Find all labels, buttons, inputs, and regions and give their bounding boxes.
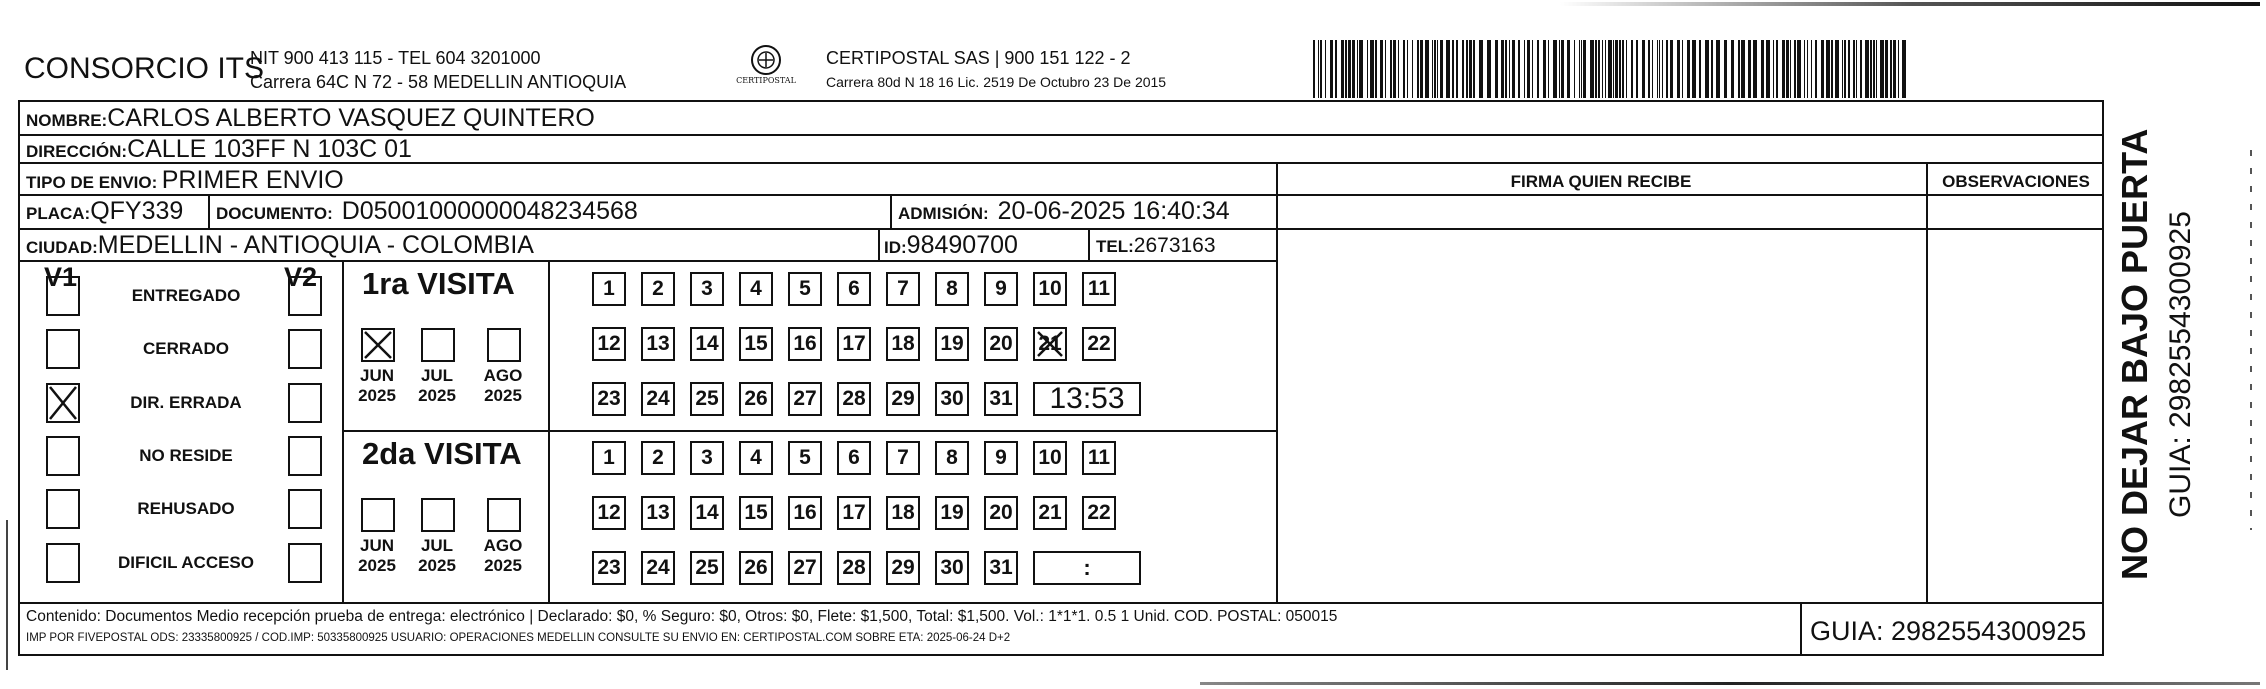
barcode-bar xyxy=(1574,40,1575,98)
footer-guia: GUIA: 2982554300925 xyxy=(1810,616,2087,646)
status-label: DIR. ERRADA xyxy=(130,393,242,412)
scan-edge-right xyxy=(2250,150,2252,530)
barcode-bar xyxy=(1390,40,1392,98)
city-value: MEDELLIN - ANTIOQUIA - COLOMBIA xyxy=(97,231,534,259)
barcode-bar xyxy=(1370,40,1374,98)
barcode-bar xyxy=(1870,40,1872,98)
logo-text: CERTIPOSTAL xyxy=(736,76,796,85)
visit1-day-26[interactable]: 26 xyxy=(739,382,773,416)
barcode-bar xyxy=(1608,40,1612,98)
day-number: 21 xyxy=(1038,332,1062,355)
visit1-day-31[interactable]: 31 xyxy=(984,382,1018,416)
observations-label: OBSERVACIONES xyxy=(1942,172,2090,191)
visit1-day-7[interactable]: 7 xyxy=(886,272,920,306)
barcode-bar xyxy=(1505,40,1507,98)
barcode-bar xyxy=(1313,40,1315,98)
barcode-bar xyxy=(1367,40,1368,98)
visit2-title: 2da VISITA xyxy=(362,436,522,471)
scan-edge-left xyxy=(6,520,8,670)
admission-value: 20-06-2025 16:40:34 xyxy=(997,197,1230,225)
side-guia: GUIA: 2982554300925 xyxy=(2164,211,2197,518)
barcode-bar xyxy=(1440,40,1443,98)
barcode-bar xyxy=(1622,40,1624,98)
barcode-bar xyxy=(1341,40,1344,98)
under-headers-line xyxy=(1278,228,2104,230)
barcode-bar xyxy=(1626,40,1627,98)
signature-area[interactable] xyxy=(1280,232,1924,600)
visit2-day-6[interactable]: 6 xyxy=(837,441,871,475)
visit2-day-18[interactable]: 18 xyxy=(886,496,920,530)
barcode-bar xyxy=(1537,40,1539,98)
visit2-year-label: 2025 xyxy=(358,556,396,575)
barcode-bar xyxy=(1716,40,1720,98)
visit2-day-29[interactable]: 29 xyxy=(886,551,920,585)
barcode-bar xyxy=(1581,40,1582,98)
barcode-bar xyxy=(1860,40,1862,98)
visit2-day-17[interactable]: 17 xyxy=(837,496,871,530)
barcode-bar xyxy=(1553,40,1557,98)
v1-checkbox-3[interactable] xyxy=(46,436,80,476)
barcode-bar xyxy=(1826,40,1830,98)
v2-checkbox-4[interactable] xyxy=(288,489,322,529)
barcode-bar xyxy=(1495,40,1498,98)
barcode-bar xyxy=(1876,40,1877,98)
barcode-bar xyxy=(1543,40,1546,98)
barcode-bar xyxy=(1437,40,1438,98)
visit1-day-4[interactable]: 4 xyxy=(739,272,773,306)
barcode-bar xyxy=(1766,40,1770,98)
visit1-month-box-2[interactable] xyxy=(487,328,521,362)
barcode-bar xyxy=(1687,40,1690,98)
barcode-bar xyxy=(1773,40,1774,98)
id-value: 98490700 xyxy=(906,231,1018,259)
address-label: DIRECCIÓN: xyxy=(26,142,128,161)
visit1-month-box-0[interactable] xyxy=(361,328,395,362)
barcode-bar xyxy=(1501,40,1504,98)
visit1-year-label: 2025 xyxy=(484,386,522,405)
visit2-year-label: 2025 xyxy=(418,556,456,575)
plate-label: PLACA: xyxy=(26,204,91,223)
barcode-bar xyxy=(1790,40,1791,98)
certipostal-nit: CERTIPOSTAL SAS | 900 151 122 - 2 xyxy=(826,48,1131,68)
barcode-bar xyxy=(1657,40,1658,98)
barcode-bar xyxy=(1786,40,1789,98)
footer-imp: IMP POR FIVEPOSTAL ODS: 23335800925 / COD.IMP: 50335800925 USUARIO: OPERACIONES MEDELLIN CONSULTE SU ENVIO EN: CERTIPOSTAL.COM SOBRE ETA: 2025-06-24 D+2 xyxy=(26,632,1011,644)
visit2-day-9[interactable]: 9 xyxy=(984,441,1018,475)
admission-label: ADMISIÓN: xyxy=(898,204,989,223)
barcode-bar xyxy=(1466,40,1468,98)
barcode-bar xyxy=(1532,40,1533,98)
scan-edge-bottom xyxy=(1200,682,2260,685)
visit2-month-box-0[interactable] xyxy=(361,498,395,532)
barcode-bar xyxy=(1741,40,1745,98)
barcode-bar xyxy=(1705,40,1709,98)
visit1-day-1[interactable]: 1 xyxy=(592,272,626,306)
visit2-day-14[interactable]: 14 xyxy=(690,496,724,530)
barcode-bar xyxy=(1842,40,1843,98)
observations-area[interactable] xyxy=(1930,232,2102,600)
barcode-bar xyxy=(1807,40,1808,98)
barcode-bar xyxy=(1797,40,1801,98)
visit1-month-box-1[interactable] xyxy=(421,328,455,362)
barcode-bar xyxy=(1357,40,1358,98)
barcode-bar xyxy=(1856,40,1857,98)
barcode-bar xyxy=(1615,40,1618,98)
barcode-bar xyxy=(1325,40,1326,98)
v2-checkbox-0[interactable] xyxy=(288,276,322,316)
barcode-bar xyxy=(1666,40,1668,98)
city-label: CIUDAD: xyxy=(26,238,98,257)
visit1-day-21[interactable] xyxy=(1033,327,1067,361)
plate-value: QFY339 xyxy=(90,197,184,225)
visit2-day-25[interactable]: 25 xyxy=(690,551,724,585)
barcode-bar xyxy=(1848,40,1850,98)
status-label: CERRADO xyxy=(143,339,229,358)
barcode-bar xyxy=(1456,40,1458,98)
barcode-bar xyxy=(1512,40,1515,98)
name-label: NOMBRE: xyxy=(26,111,108,130)
barcode-bar xyxy=(1804,40,1805,98)
visit1-day-5[interactable]: 5 xyxy=(788,272,822,306)
visit2-day-23[interactable]: 23 xyxy=(592,551,626,585)
barcode-bar xyxy=(1831,40,1833,98)
visit1-day-16[interactable]: 16 xyxy=(788,327,822,361)
visit2-day-24[interactable]: 24 xyxy=(641,551,675,585)
plate-row xyxy=(26,197,183,226)
barcode-bar xyxy=(1748,40,1751,98)
type-label: TIPO DE ENVIO: xyxy=(26,173,158,192)
visit1-day-10[interactable]: 10 xyxy=(1033,272,1067,306)
visit1-day-14[interactable]: 14 xyxy=(690,327,724,361)
barcode-bar xyxy=(1761,40,1764,98)
visit1-day-2[interactable]: 2 xyxy=(641,272,675,306)
barcode-bar xyxy=(1682,40,1683,98)
barcode-bar xyxy=(1659,40,1660,98)
barcode-bar xyxy=(1403,40,1405,98)
barcode-bar xyxy=(1425,40,1429,98)
visit2-time-box[interactable]: : xyxy=(1033,551,1141,585)
visit1-day-20[interactable]: 20 xyxy=(984,327,1018,361)
visit2-day-12[interactable]: 12 xyxy=(592,496,626,530)
company-name: CONSORCIO ITS xyxy=(24,52,265,85)
visit1-day-24[interactable]: 24 xyxy=(641,382,675,416)
barcode-bar xyxy=(1412,40,1413,98)
barcode-bar xyxy=(1434,40,1436,98)
barcode-bar xyxy=(1692,40,1696,98)
v2-checkbox-2[interactable] xyxy=(288,383,322,423)
visit2-day-11[interactable]: 11 xyxy=(1082,441,1116,475)
visit2-month-label: AGO xyxy=(483,536,523,555)
company-nit: NIT 900 413 115 - TEL 604 3201000 xyxy=(250,48,541,68)
barcode-bar xyxy=(1753,40,1757,98)
visit1-day-25[interactable]: 25 xyxy=(690,382,724,416)
document-row xyxy=(216,197,638,226)
barcode-bar xyxy=(1469,40,1472,98)
visit1-day-29[interactable]: 29 xyxy=(886,382,920,416)
barcode-bar xyxy=(1527,40,1530,98)
status-label: NO RESIDE xyxy=(139,446,233,465)
id-label: ID: xyxy=(884,238,907,257)
visit1-day-3[interactable]: 3 xyxy=(690,272,724,306)
barcode-bar xyxy=(1380,40,1383,98)
visit1-year-label: 2025 xyxy=(358,386,396,405)
barcode-bar xyxy=(1318,40,1319,98)
barcode-bar xyxy=(1865,40,1869,98)
barcode-bar xyxy=(1446,40,1450,98)
barcode-bar xyxy=(1509,40,1510,98)
barcode-bar xyxy=(1330,40,1333,98)
barcode-bar xyxy=(1815,40,1817,98)
barcode-bar xyxy=(1873,40,1875,98)
barcode-bar xyxy=(1590,40,1594,98)
visit1-time-box[interactable]: 13:53 xyxy=(1033,382,1141,416)
v1-checkbox-2[interactable] xyxy=(46,383,80,423)
id-row xyxy=(884,231,1018,260)
barcode-bar xyxy=(1420,40,1423,98)
barcode-bar xyxy=(1518,40,1520,98)
barcode-bar xyxy=(1598,40,1600,98)
visit2-month-box-2[interactable] xyxy=(487,498,521,532)
visit2-day-30[interactable]: 30 xyxy=(935,551,969,585)
barcode-bar xyxy=(1835,40,1839,98)
barcode-bar xyxy=(1320,40,1322,98)
visit1-day-18[interactable]: 18 xyxy=(886,327,920,361)
visit1-day-15[interactable]: 15 xyxy=(739,327,773,361)
company-address: Carrera 64C N 72 - 58 MEDELLIN ANTIOQUIA xyxy=(250,72,627,92)
visit1-day-19[interactable]: 19 xyxy=(935,327,969,361)
visit2-day-27[interactable]: 27 xyxy=(788,551,822,585)
barcode-bar xyxy=(1605,40,1606,98)
visit1-day-17[interactable]: 17 xyxy=(837,327,871,361)
visit2-day-8[interactable]: 8 xyxy=(935,441,969,475)
admission-row xyxy=(898,197,1230,226)
visit2-year-label: 2025 xyxy=(484,556,522,575)
visit1-month-label: JUL xyxy=(420,366,454,385)
barcode-bar xyxy=(1670,40,1673,98)
barcode-bar xyxy=(1619,40,1621,98)
barcode-bar xyxy=(1885,40,1888,98)
barcode-bar xyxy=(1711,40,1713,98)
visit2-day-22[interactable]: 22 xyxy=(1082,496,1116,530)
address-row xyxy=(26,135,412,164)
barcode-bar xyxy=(1652,40,1653,98)
barcode-bar xyxy=(1636,40,1638,98)
barcode-bar xyxy=(1348,40,1351,98)
visit1-month-label: AGO xyxy=(483,366,523,385)
document-value: D05001000000048234568 xyxy=(341,197,638,225)
barcode-bar xyxy=(1602,40,1603,98)
barcode-bar xyxy=(1345,40,1347,98)
footer-content: Contenido: Documentos Medio recepción prueba de entrega: electrónico | Declarado: $0, % Seguro: $0, Otros: $0, Flete: $1,500, Total: $1,500. Vol.: 1*1*1. 0.5 1 Unid. COD. POSTAL: 050015 xyxy=(26,608,1338,625)
barcode-bar xyxy=(1782,40,1785,98)
name-value: CARLOS ALBERTO VASQUEZ QUINTERO xyxy=(107,104,595,132)
signature-label: FIRMA QUIEN RECIBE xyxy=(1510,172,1692,191)
barcode-bar xyxy=(1631,40,1633,98)
barcode-bar xyxy=(1811,40,1812,98)
status-label: REHUSADO xyxy=(137,499,235,518)
barcode-bar xyxy=(1479,40,1483,98)
barcode-bar xyxy=(1352,40,1355,98)
barcode-bar xyxy=(1417,40,1419,98)
side-warning: NO DEJAR BAJO PUERTA xyxy=(2114,128,2155,580)
barcode-bar xyxy=(1583,40,1586,98)
barcode-bar xyxy=(1595,40,1597,98)
barcode-bar xyxy=(1385,40,1386,98)
scan-edge-top xyxy=(1560,2,2260,6)
visit2-month-label: JUN xyxy=(359,536,394,555)
visit1-day-22[interactable]: 22 xyxy=(1082,327,1116,361)
visit2-day-15[interactable]: 15 xyxy=(739,496,773,530)
visit1-day-8[interactable]: 8 xyxy=(935,272,969,306)
visit2-day-16[interactable]: 16 xyxy=(788,496,822,530)
barcode-bar xyxy=(1821,40,1824,98)
visit2-day-19[interactable]: 19 xyxy=(935,496,969,530)
visit2-day-2[interactable]: 2 xyxy=(641,441,675,475)
visit2-day-3[interactable]: 3 xyxy=(690,441,724,475)
status-label: ENTREGADO xyxy=(131,286,241,305)
document-label: DOCUMENTO: xyxy=(216,204,333,223)
visit2-day-28[interactable]: 28 xyxy=(837,551,871,585)
visit1-day-6[interactable]: 6 xyxy=(837,272,871,306)
visit1-day-12[interactable]: 12 xyxy=(592,327,626,361)
barcode-bar xyxy=(1548,40,1549,98)
barcode-bar xyxy=(1642,40,1645,98)
barcode-bar xyxy=(1794,40,1796,98)
v1-checkbox-5[interactable] xyxy=(46,543,80,583)
visit1-day-9[interactable]: 9 xyxy=(984,272,1018,306)
barcode-bar xyxy=(1452,40,1454,98)
barcode-bar xyxy=(1487,40,1491,98)
visit2-day-10[interactable]: 10 xyxy=(1033,441,1067,475)
v2-checkbox-3[interactable] xyxy=(288,436,322,476)
barcode-bar xyxy=(1902,40,1906,98)
visit2-day-26[interactable]: 26 xyxy=(739,551,773,585)
status-label: DIFICIL ACCESO xyxy=(117,553,254,572)
certipostal-address: Carrera 80d N 18 16 Lic. 2519 De Octubro 23 De 2015 xyxy=(826,74,1167,90)
barcode-bar xyxy=(1893,40,1896,98)
barcode-bar xyxy=(1890,40,1892,98)
barcode-bar xyxy=(1648,40,1650,98)
barcode-bar xyxy=(1844,40,1846,98)
barcode-bar xyxy=(1776,40,1778,98)
v2-label: V2 xyxy=(284,262,318,292)
barcode-bar xyxy=(1567,40,1570,98)
visit2-day-5[interactable]: 5 xyxy=(788,441,822,475)
v1-checkbox-1[interactable] xyxy=(46,329,80,369)
tel-row xyxy=(1096,234,1216,258)
visit2-day-13[interactable]: 13 xyxy=(641,496,675,530)
barcode-bar xyxy=(1559,40,1560,98)
barcode-bar xyxy=(1731,40,1734,98)
barcode-bar xyxy=(1579,40,1580,98)
barcode-bar xyxy=(1724,40,1727,98)
visit1-day-23[interactable]: 23 xyxy=(592,382,626,416)
barcode-bar xyxy=(1662,40,1663,98)
certipostal-logo xyxy=(726,44,806,90)
barcode-bar xyxy=(1432,40,1433,98)
barcode-bar xyxy=(1561,40,1564,98)
address-value: CALLE 103FF N 103C 01 xyxy=(127,135,412,163)
type-value: PRIMER ENVIO xyxy=(161,166,344,194)
barcode-bar xyxy=(1738,40,1740,98)
barcode xyxy=(1313,40,1913,98)
visit1-day-11[interactable]: 11 xyxy=(1082,272,1116,306)
visit2-day-4[interactable]: 4 xyxy=(739,441,773,475)
barcode-bar xyxy=(1398,40,1399,98)
visit2-day-21[interactable]: 21 xyxy=(1033,496,1067,530)
visit2-day-20[interactable]: 20 xyxy=(984,496,1018,530)
visit2-day-7[interactable]: 7 xyxy=(886,441,920,475)
barcode-bar xyxy=(1393,40,1396,98)
barcode-bar xyxy=(1613,40,1614,98)
type-row xyxy=(26,166,344,195)
visit1-day-13[interactable]: 13 xyxy=(641,327,675,361)
barcode-bar xyxy=(1524,40,1525,98)
barcode-bar xyxy=(1853,40,1855,98)
visit1-day-27[interactable]: 27 xyxy=(788,382,822,416)
v1-label: V1 xyxy=(44,262,78,292)
tel-value: 2673163 xyxy=(1133,234,1216,257)
visit1-day-28[interactable]: 28 xyxy=(837,382,871,416)
city-row xyxy=(26,231,534,260)
visit2-month-label: JUL xyxy=(420,536,454,555)
barcode-bar xyxy=(1359,40,1363,98)
barcode-bar xyxy=(1677,40,1680,98)
barcode-bar xyxy=(1462,40,1464,98)
visit2-day-31[interactable]: 31 xyxy=(984,551,1018,585)
visit1-month-label: JUN xyxy=(359,366,394,385)
visit1-title: 1ra VISITA xyxy=(362,266,515,301)
visit1-day-30[interactable]: 30 xyxy=(935,382,969,416)
barcode-bar xyxy=(1407,40,1408,98)
v2-checkbox-1[interactable] xyxy=(288,329,322,369)
barcode-bar xyxy=(1880,40,1884,98)
name-row xyxy=(26,104,595,133)
visit2-month-box-1[interactable] xyxy=(421,498,455,532)
tel-label: TEL: xyxy=(1096,237,1134,256)
visit2-day-1[interactable]: 1 xyxy=(592,441,626,475)
barcode-bar xyxy=(1335,40,1337,98)
barcode-bar xyxy=(1375,40,1377,98)
visit1-year-label: 2025 xyxy=(418,386,456,405)
v1-checkbox-0[interactable] xyxy=(46,276,80,316)
v1-checkbox-4[interactable] xyxy=(46,489,80,529)
barcode-bar xyxy=(1473,40,1475,98)
v2-checkbox-5[interactable] xyxy=(288,543,322,583)
barcode-bar xyxy=(1699,40,1701,98)
barcode-bar xyxy=(1898,40,1899,98)
